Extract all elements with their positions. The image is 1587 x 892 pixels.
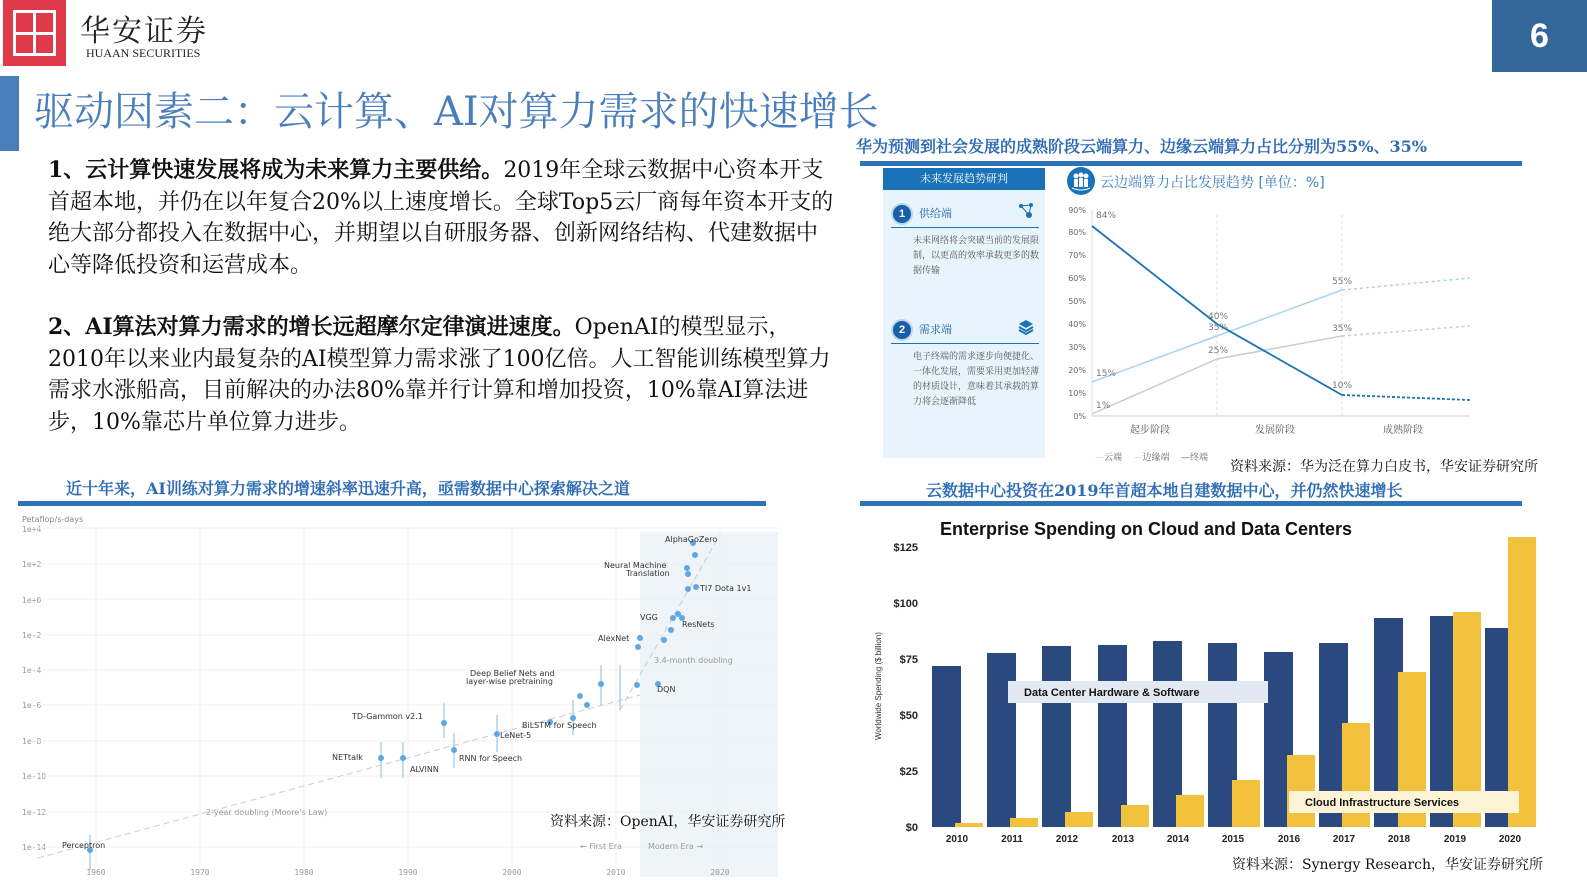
svg-text:1960: 1960 [86,868,106,877]
point-1-text: 2019年全球云数据中心资本开支首超本地，并仍在以年复合20%以上速度增长。全球Top5云厂商每年资本开支的绝大部分都投入在数据中心，并期望以自研服务器、创新网络结构、代建数据中心等降低投资和运营成本。 [48,158,834,278]
svg-text:70%: 70% [1068,251,1086,260]
trend-item-desc: 未来网络将会突破当前的发展限制，以更高的效率承载更多的数据传输 [913,236,1040,276]
svg-text:TD-Gammon v2.1: TD-Gammon v2.1 [352,712,423,721]
svg-text:2014: 2014 [1166,834,1190,845]
svg-text:90%: 90% [1068,206,1086,215]
title-accent-bar [0,76,19,151]
svg-text:2013: 2013 [1111,834,1135,845]
svg-text:DQN: DQN [657,685,676,694]
svg-text:50%: 50% [1068,297,1086,306]
svg-text:layer-wise pretraining: layer-wise pretraining [466,677,553,686]
svg-text:← First Era: ← First Era [580,842,622,851]
svg-text:60%: 60% [1068,274,1086,283]
synergy-section-title: 云数据中心投资在2019年首超本地自建数据中心，并仍然快速增长 [926,481,1403,500]
svg-text:10%: 10% [1332,381,1353,391]
svg-text:1e+0: 1e+0 [22,596,42,605]
svg-text:40%: 40% [1208,312,1229,322]
svg-text:2010: 2010 [606,868,626,877]
point-1-heading: 1、云计算快速发展将成为未来算力主要供给。 [48,157,504,183]
item-number-badge: 1 [891,203,913,225]
layers-icon [1017,318,1035,336]
svg-text:2018: 2018 [1387,834,1411,845]
svg-text:55%: 55% [1332,277,1353,287]
svg-text:1970: 1970 [190,868,210,877]
svg-text:Modern Era →: Modern Era → [648,842,704,851]
openai-section-title: 近十年来，AI训练对算力需求的增速斜率迅速升高，亟需数据中心探索解决之道 [66,479,630,498]
svg-text:2017: 2017 [1332,834,1356,845]
svg-text:发展阶段: 发展阶段 [1255,425,1295,436]
svg-text:35%: 35% [1208,323,1229,333]
cloud-series-tag: Cloud Infrastructure Services [1305,797,1460,809]
section-divider [18,501,766,506]
svg-text:起步阶段: 起步阶段 [1130,425,1170,436]
point-2 [48,312,838,438]
svg-text:35%: 35% [1332,324,1353,334]
svg-text:Petaflop/s-days: Petaflop/s-days [22,515,84,524]
item-underline [891,227,1039,228]
huawei-source: 资料来源：华为泛在算力白皮书，华安证券研究所 [1230,459,1538,475]
legend-terminal: 终端 [1189,453,1208,463]
svg-text:40%: 40% [1068,320,1086,329]
page-title: 驱动因素二：云计算、AI对算力需求的快速增长 [34,89,879,135]
trend-item-title: 供给端 [919,206,952,220]
svg-text:2020: 2020 [1498,834,1522,845]
trend-panel-header: 未来发展趋势研判 [883,168,1045,190]
svg-text:$75: $75 [899,654,918,666]
svg-text:15%: 15% [1096,369,1117,379]
svg-text:ALVINN: ALVINN [410,765,439,774]
trend-item-supply [891,202,1039,279]
svg-text:ResNets: ResNets [682,620,715,629]
svg-text:1e-12: 1e-12 [22,808,47,817]
svg-text:2011: 2011 [1001,834,1023,845]
svg-text:VGG: VGG [640,613,658,622]
svg-text:80%: 80% [1068,228,1086,237]
svg-text:$100: $100 [893,598,918,610]
svg-text:AlphaGoZero: AlphaGoZero [665,535,718,544]
spending-chart-title: Enterprise Spending on Cloud and Data Centers [940,519,1353,539]
trend-panel [883,168,1045,458]
svg-text:1e-10: 1e-10 [22,772,47,781]
svg-text:NETtalk: NETtalk [332,753,363,762]
svg-text:1e-2: 1e-2 [22,631,42,640]
svg-text:2015: 2015 [1221,834,1245,845]
network-icon [1017,202,1035,220]
svg-text:1980: 1980 [294,868,314,877]
svg-text:1e-14: 1e-14 [22,843,47,852]
legend-cloud: 云端 [1104,453,1123,463]
svg-text:2016: 2016 [1277,834,1301,845]
openai-source: 资料来源：OpenAI，华安证券研究所 [550,814,786,830]
svg-text:TI7 Dota 1v1: TI7 Dota 1v1 [700,584,752,593]
svg-text:1e-6: 1e-6 [22,701,42,710]
spending-bar-chart [880,535,1540,855]
item-number-badge: 2 [891,319,913,341]
svg-text:$25: $25 [899,766,918,778]
spending-chart-ylabel: Worldwide Spending ($ billion) [874,632,883,740]
svg-text:2-year doubling (Moore's Law): 2-year doubling (Moore's Law) [206,808,328,817]
trend-item-demand [891,318,1039,410]
svg-text:Translation: Translation [626,569,670,578]
svg-text:2012: 2012 [1055,834,1079,845]
huawei-section-title: 华为预测到社会发展的成熟阶段云端算力、边缘云端算力占比分别为55%、35% [856,137,1427,156]
svg-text:3.4-month doubling: 3.4-month doubling [654,656,733,665]
svg-text:RNN for Speech: RNN for Speech [459,754,523,763]
brand-name-cn: 华安证券 [80,14,208,49]
svg-text:Perceptron: Perceptron [62,841,106,850]
legend-edge: 边缘端 [1142,453,1170,463]
svg-text:2000: 2000 [502,868,522,877]
svg-text:30%: 30% [1068,343,1086,352]
point-2-text: OpenAI的模型显示，2010年以来业内最复杂的AI模型算力需求涨了100亿倍。人工智能训练模型算力需求水涨船高，目前解决的办法80%靠并行计算和增加投资，10%靠AI算法进步，10%靠芯片单位算力进步。 [48,315,831,435]
chart-legend: —云端 —边缘端 —终端 [1095,453,1208,463]
point-1 [48,155,838,281]
item-underline [891,343,1039,344]
svg-text:$50: $50 [899,710,918,722]
company-logo [3,0,66,66]
logo-emblem-icon [13,10,56,56]
brand-name-en: HUAAN SECURITIES [86,46,201,60]
svg-text:Neural Machine: Neural Machine [604,561,667,570]
svg-text:$0: $0 [905,822,918,834]
edge-cloud-chart-title: 云边端算力占比发展趋势 [单位：%] [1100,175,1325,191]
svg-text:2020: 2020 [710,868,730,877]
section-divider [860,501,1522,506]
svg-text:1990: 1990 [398,868,418,877]
svg-text:AlexNet: AlexNet [598,634,630,643]
svg-text:0%: 0% [1073,412,1086,421]
edge-cloud-line-chart [1060,200,1480,440]
point-2-heading: 2、AI算法对算力需求的增长远超摩尔定律演进速度。 [48,314,575,340]
svg-text:LeNet-5: LeNet-5 [500,731,532,740]
trend-item-title: 需求端 [919,322,952,336]
people-group-icon [1067,167,1095,195]
svg-text:2010: 2010 [945,834,969,845]
svg-text:84%: 84% [1096,211,1117,221]
svg-text:1%: 1% [1096,401,1111,411]
trend-item-desc: 电子终端的需求逐步向便捷化、一体化发展，需要采用更加轻薄的材质设计，意味着其承载的算力将会逐渐降低 [913,352,1040,407]
svg-text:BiLSTM for Speech: BiLSTM for Speech [522,721,597,730]
page-number: 6 [1492,0,1587,72]
svg-text:2019: 2019 [1443,834,1467,845]
svg-text:1e-4: 1e-4 [22,666,42,675]
svg-text:1e-8: 1e-8 [22,737,42,746]
svg-text:20%: 20% [1068,366,1086,375]
dc-series-tag: Data Center Hardware & Software [1024,687,1200,699]
synergy-source: 资料来源：Synergy Research，华安证券研究所 [1232,857,1544,873]
svg-text:Deep Belief Nets and: Deep Belief Nets and [470,669,555,678]
ai-compute-scatter-chart [18,510,788,890]
svg-text:1e+2: 1e+2 [22,560,42,569]
svg-text:成熟阶段: 成熟阶段 [1383,425,1423,436]
section-divider [860,161,1522,166]
svg-text:25%: 25% [1208,346,1229,356]
svg-text:$125: $125 [893,542,918,554]
svg-text:1e+4: 1e+4 [22,525,42,534]
svg-text:10%: 10% [1068,389,1086,398]
